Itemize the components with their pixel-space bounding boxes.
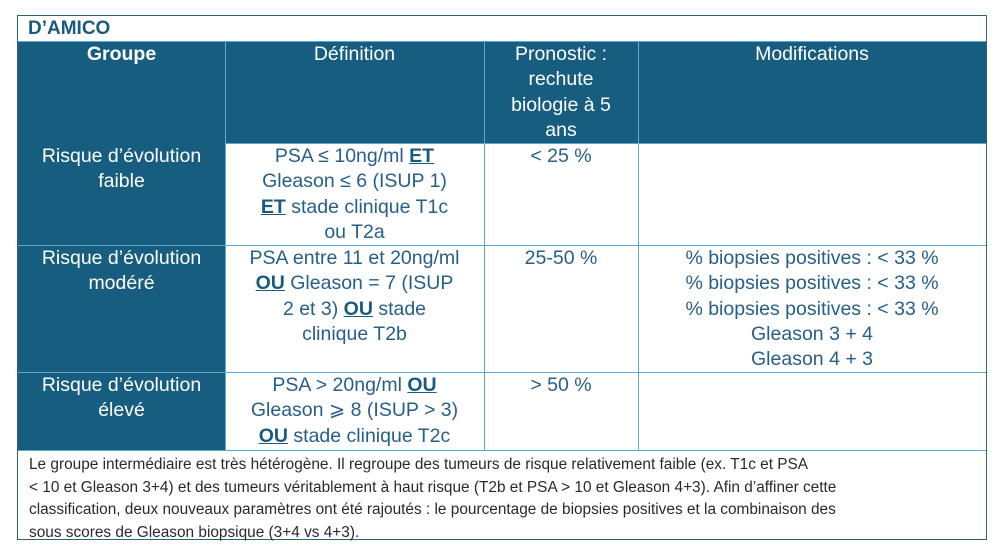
row-modere-definition (225, 245, 484, 372)
row-eleve-modifications (638, 372, 986, 451)
header-pronostic: Pronostic : rechute biologie à 5 ans (484, 41, 638, 143)
grid-line (18, 245, 986, 246)
row-eleve-pronostic: > 50 % (484, 372, 638, 451)
text: Gleason ⩾ 8 (ISUP > 3) (250, 399, 459, 422)
definition-line (225, 220, 484, 245)
text: ou T2a (324, 220, 385, 243)
text: PSA > 20ng/ml (272, 374, 408, 396)
definition-line (225, 424, 484, 449)
text: clinique T2b (302, 322, 407, 345)
definition-line (225, 195, 484, 220)
header-modifications: Modifications (638, 41, 986, 143)
keyword: OU (258, 424, 288, 447)
definition-line (225, 322, 484, 347)
text: stade clinique T2c (288, 424, 451, 447)
row-modere-pronostic: 25-50 % (484, 245, 638, 372)
keyword: ET (409, 145, 435, 167)
text: 2 et 3) (282, 297, 344, 320)
definition-line (225, 144, 484, 169)
row-faible-definition (225, 143, 484, 245)
text: stade (372, 297, 427, 320)
grid-line (18, 41, 986, 42)
row-eleve-groupe: Risque d’évolution élevé (18, 372, 225, 451)
header-groupe: Groupe (18, 41, 225, 143)
definition-line (225, 169, 484, 194)
grid-line (638, 41, 639, 450)
grid-line (18, 372, 986, 373)
row-modere-modifications (638, 245, 986, 372)
text: Gleason = 7 (ISUP (284, 272, 454, 295)
header-definition: Définition (225, 41, 484, 143)
modification-line: Gleason 4 + 3 (751, 348, 873, 371)
row-modere-groupe: Risque d’évolution modéré (18, 245, 225, 372)
text: PSA ≤ 10ng/ml (274, 145, 410, 167)
modification-line: % biopsies positives : < 33 % (685, 272, 939, 295)
keyword: OU (343, 297, 373, 320)
modification-line: Gleason 3 + 4 (751, 322, 873, 345)
keyword: ET (260, 195, 286, 218)
row-faible-groupe: Risque d’évolution faible (18, 143, 225, 245)
grid-line (484, 41, 485, 450)
modification-line: % biopsies positives : < 33 % (685, 247, 939, 269)
keyword: OU (407, 374, 437, 396)
text: Gleason ≤ 6 (ISUP 1) (262, 170, 447, 193)
definition-line (225, 373, 484, 398)
definition-line (225, 271, 484, 296)
definition-line (225, 297, 484, 322)
definition-line (225, 246, 484, 271)
row-faible-modifications (638, 143, 986, 245)
grid-line (225, 143, 986, 144)
row-eleve-definition (225, 372, 484, 451)
definition-line (225, 398, 484, 423)
table-title: D’AMICO (28, 18, 111, 39)
grid-line (225, 41, 226, 450)
footnote: Le groupe intermédiaire est très hétérogène. Il regroupe des tumeurs de risque relativement faible (ex. T1c et PSA < 10 et Gleason 3+4) et des tumeurs véritablement à haut risque (T2b et PSA > 10 et Gleason 4+3). Afin d’affiner cette classification, deux nouveaux paramètres ont été rajoutés : le pourcentage de biopsies positives et la combinaison des sous scores de Gleason biopsique (3+4 vs 4+3). (29, 456, 837, 541)
text: PSA entre 11 et 20ng/ml (249, 247, 460, 269)
keyword: OU (255, 272, 285, 295)
row-faible-pronostic: < 25 % (484, 143, 638, 245)
text: stade clinique T1c (285, 195, 449, 218)
modification-line: % biopsies positives : < 33 % (685, 297, 939, 320)
